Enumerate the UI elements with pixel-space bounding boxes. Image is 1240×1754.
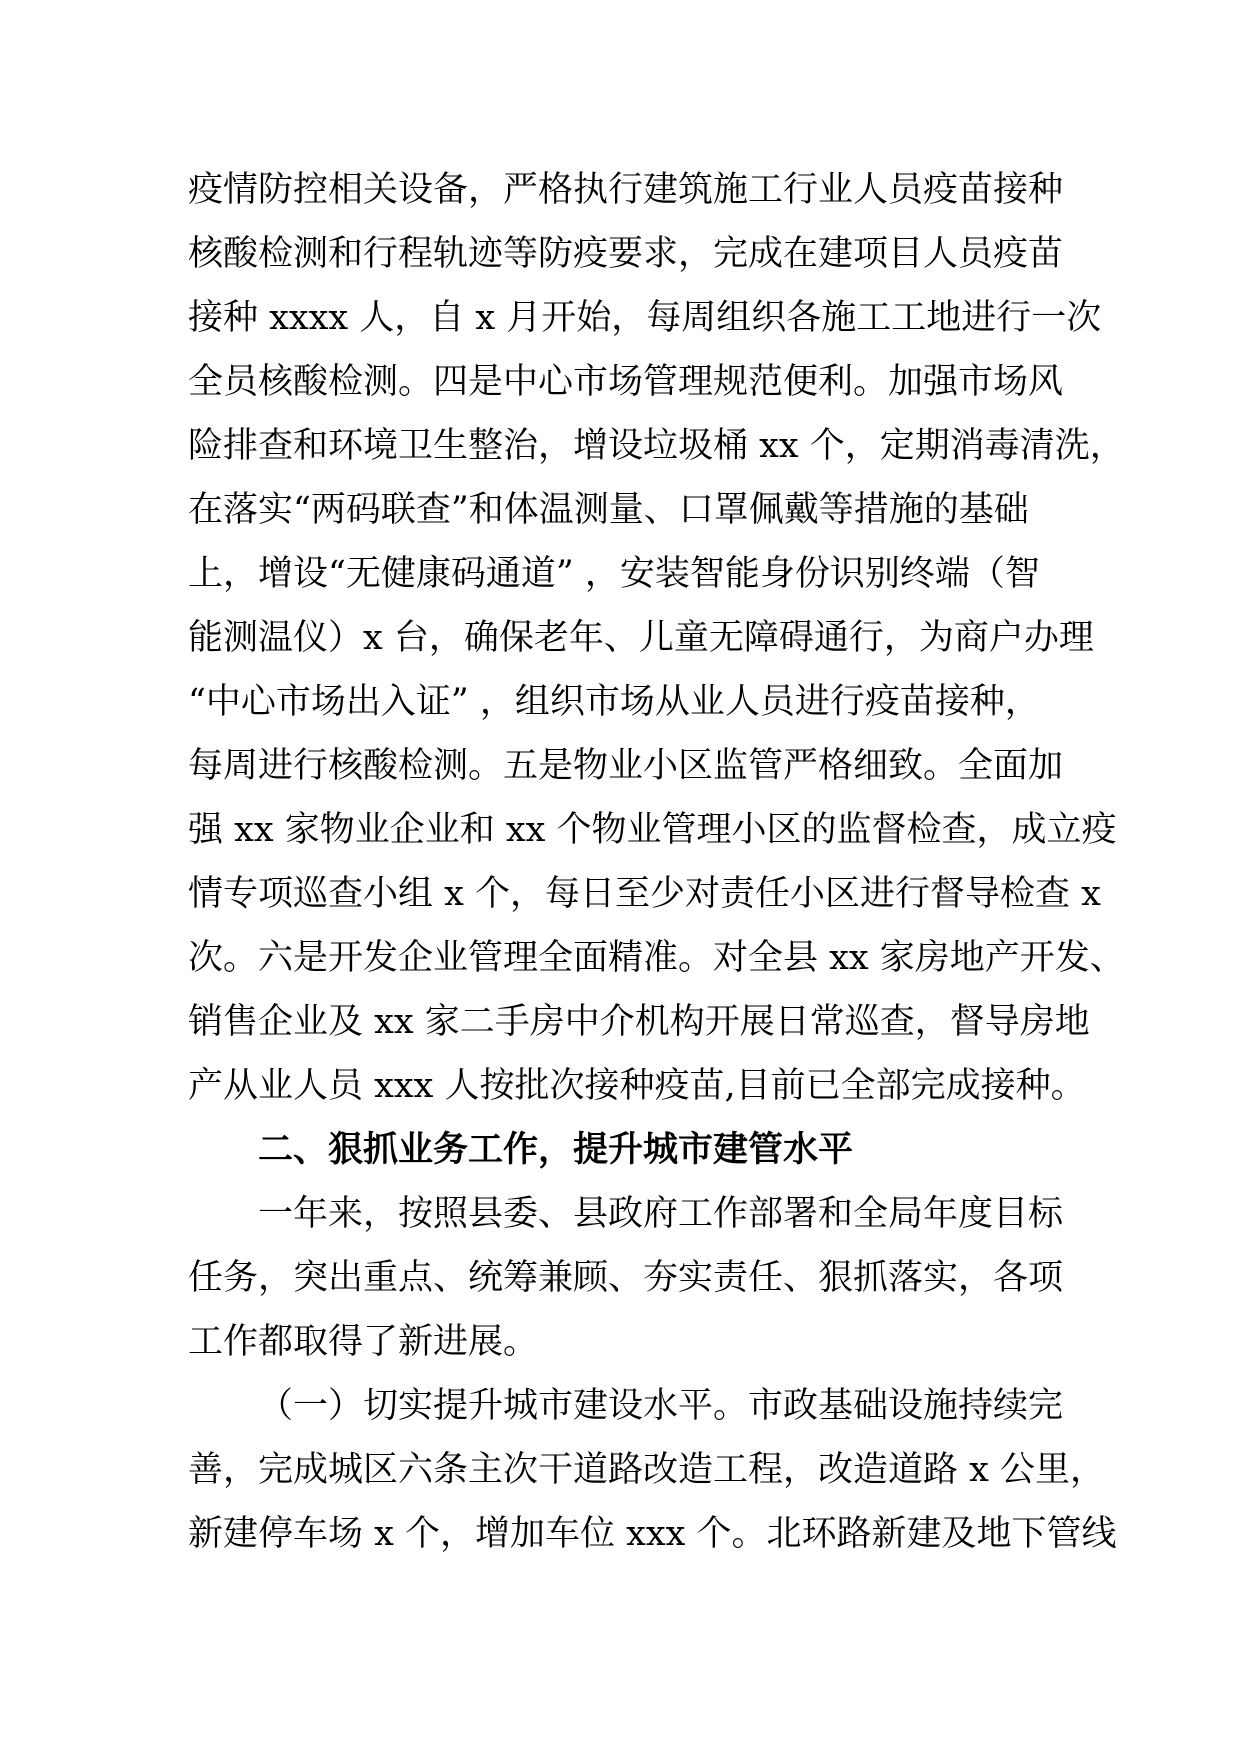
body-text-line: 每周进行核酸检测。五是物业小区监管严格细致。全面加	[188, 746, 1064, 786]
section-heading: 二、狠抓业务工作，提升城市建管水平	[258, 1129, 854, 1170]
body-text-line: 次。六是开发企业管理全面精准。对全县 xx 家房地产开发、	[188, 938, 1125, 978]
body-text-line: 核酸检测和行程轨迹等防疫要求，完成在建项目人员疫苗	[188, 234, 1064, 274]
subsection-paragraph-start: （一）切实提升城市建设水平。市政基础设施持续完	[258, 1386, 1064, 1426]
body-text-line: 上，增设“无健康码通道” ，安装智能身份识别终端（智	[188, 554, 1040, 594]
body-text-line: 险排查和环境卫生整治，增设垃圾桶 xx 个，定期消毒清洗，	[188, 426, 1125, 466]
body-text-line: 一年来，按照县委、县政府工作部署和全局年度目标	[258, 1194, 1064, 1234]
body-text-line: 强 xx 家物业企业和 xx 个物业管理小区的监督检查，成立疫	[188, 810, 1117, 850]
body-text-line: 接种 xxxx 人，自 x 月开始，每周组织各施工工地进行一次	[188, 298, 1102, 338]
body-text-line: 疫情防控相关设备，严格执行建筑施工行业人员疫苗接种	[188, 170, 1064, 210]
body-text-line: 情专项巡查小组 x 个，每日至少对责任小区进行督导检查 x	[188, 874, 1101, 914]
body-text-line: 善，完成城区六条主次干道路改造工程，改造道路 x 公里，	[188, 1450, 1105, 1490]
body-text-line: 销售企业及 xx 家二手房中介机构开展日常巡查，督导房地	[188, 1002, 1090, 1042]
body-text-line: 在落实“两码联查”和体温测量、口罩佩戴等措施的基础	[188, 490, 1029, 530]
body-text-line: 能测温仪）x 台，确保老年、儿童无障碍通行，为商户办理	[188, 618, 1094, 658]
body-text-line: 产从业人员 xxx 人按批次接种疫苗,目前已全部完成接种。	[188, 1066, 1086, 1106]
body-text-line: 任务，突出重点、统筹兼顾、夯实责任、狠抓落实，各项	[188, 1258, 1064, 1298]
body-text-line: “中心市场出入证” ，组织市场从业人员进行疫苗接种，	[188, 682, 1040, 722]
document-body	[188, 158, 1125, 1566]
body-text-line: 全员核酸检测。四是中心市场管理规范便利。加强市场风	[188, 362, 1064, 402]
body-text-line: 工作都取得了新进展。	[188, 1322, 539, 1362]
body-text-line: 新建停车场 x 个，增加车位 xxx 个。北环路新建及地下管线	[188, 1514, 1117, 1554]
